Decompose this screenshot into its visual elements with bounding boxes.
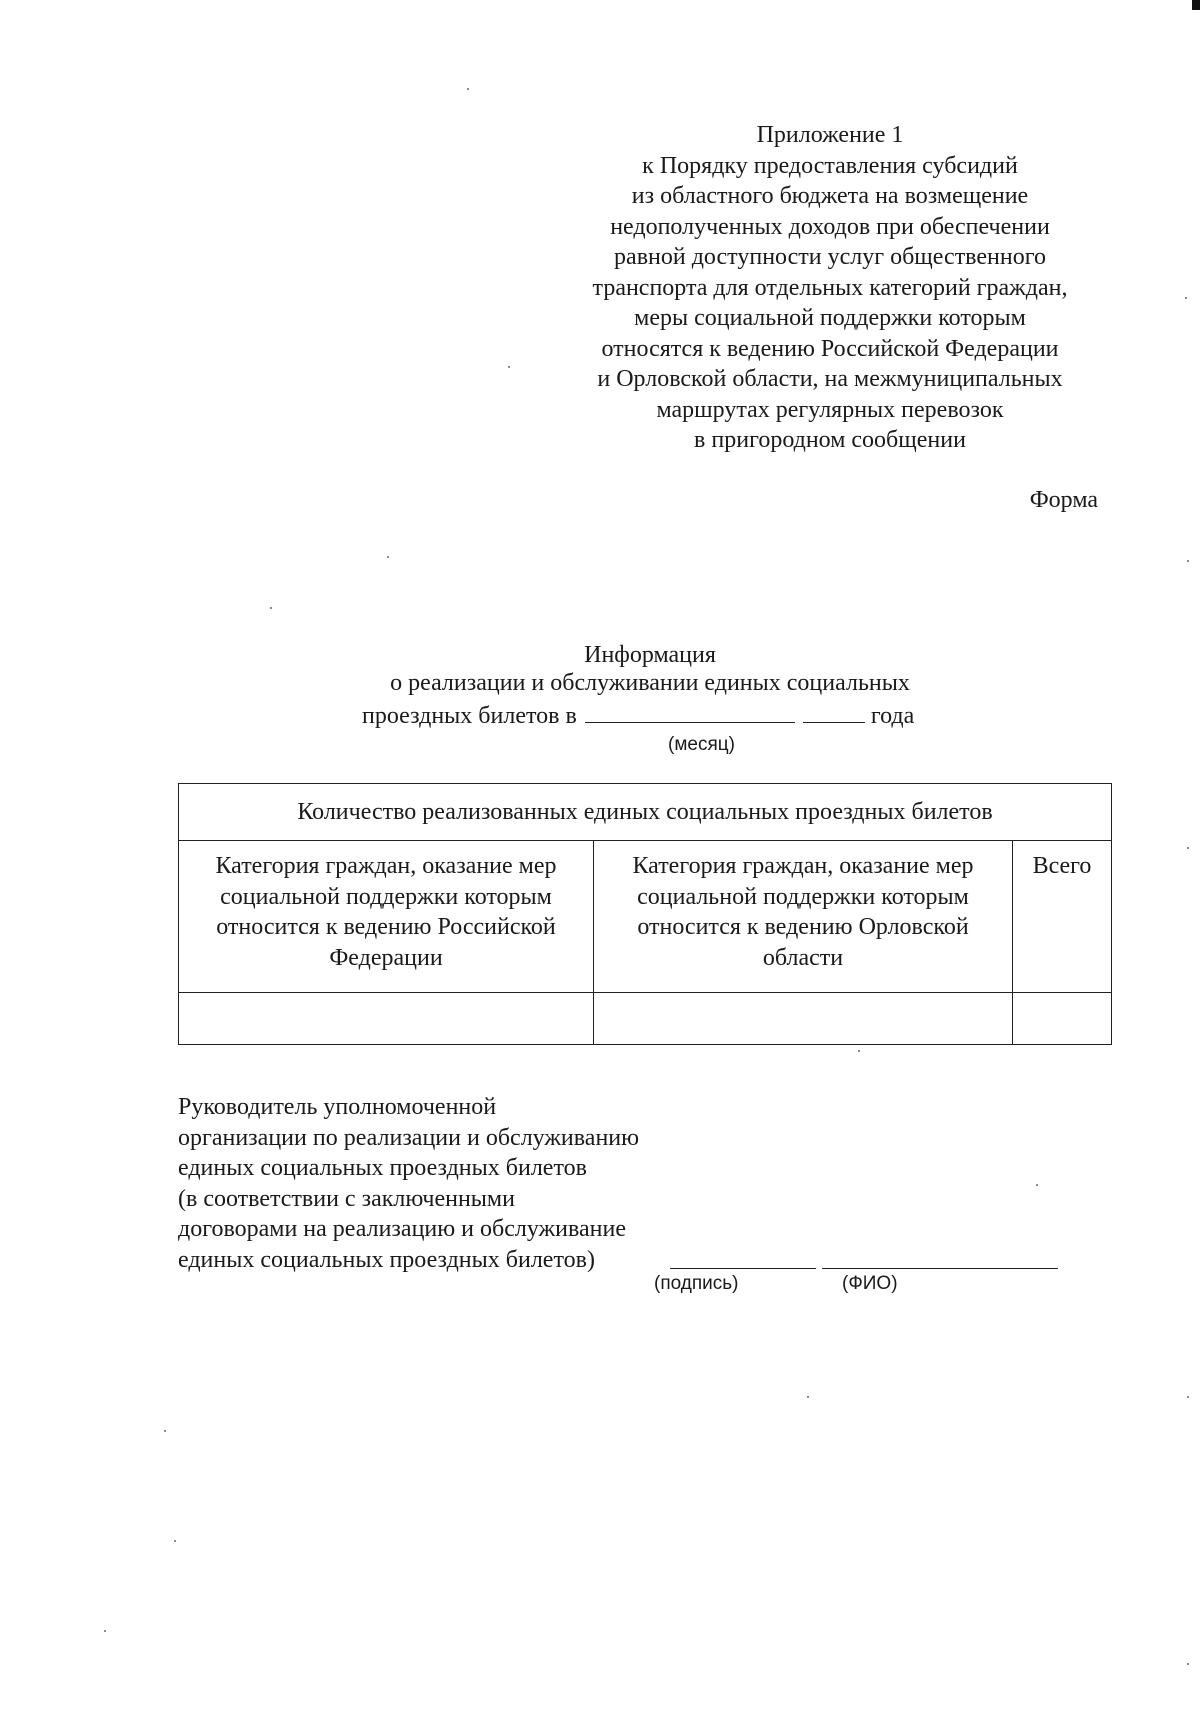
cell-russian-federation-count[interactable] (179, 993, 594, 1045)
appendix-line: в пригородном сообщении (694, 427, 966, 453)
scan-speck (1185, 297, 1187, 299)
scan-corner-mark (1192, 0, 1200, 10)
appendix-line: Приложение 1 (756, 122, 904, 148)
appendix-line: к Порядку предоставления субсидий (642, 152, 1018, 179)
table-header-row (179, 784, 1112, 841)
column-header-line: социальной поддержки которым (220, 883, 552, 910)
appendix-line: меры социальной поддержки которым (634, 305, 1026, 331)
info-period-suffix: года (870, 703, 915, 729)
table-main-header: Количество реализованных единых социальных проездных билетов (179, 784, 1112, 841)
appendix-line: относятся к ведению Российской Федерации (601, 335, 1059, 362)
scan-speck (270, 607, 272, 609)
signature-line: единых социальных проездных билетов (178, 1155, 587, 1181)
signature-caption: (подпись) (654, 1273, 739, 1294)
month-caption: (месяц) (668, 734, 735, 755)
scan-speck (1187, 1396, 1189, 1398)
cell-oryol-region-count[interactable] (594, 993, 1013, 1045)
info-period-prefix: проездных билетов в (362, 703, 577, 729)
month-blank-field[interactable] (585, 700, 795, 723)
year-blank-field[interactable] (803, 700, 865, 723)
signature-line: Руководитель уполномоченной (178, 1094, 497, 1120)
appendix-line: равной доступности услуг общественного (614, 244, 1046, 270)
signature-line: (в соответствии с заключенными (178, 1185, 515, 1212)
appendix-line: из областного бюджета на возмещение (631, 183, 1029, 209)
signature-line: организации по реализации и обслуживанию (178, 1124, 640, 1151)
scan-speck (387, 556, 389, 558)
fio-caption: (ФИО) (842, 1273, 898, 1294)
tickets-table (178, 783, 1112, 1045)
scan-speck (1036, 1184, 1038, 1186)
cell-total-count[interactable] (1013, 993, 1112, 1045)
appendix-line: транспорта для отдельных категорий граждан, (592, 274, 1068, 301)
scan-speck (174, 1540, 176, 1542)
signature-block (178, 1092, 639, 1275)
column-header-line: Федерации (329, 944, 443, 971)
column-header-total (1013, 841, 1112, 993)
column-header-line: Категория граждан, оказание мер (215, 853, 557, 879)
column-header-line: относится к ведению Орловской (637, 914, 969, 940)
scan-speck (164, 1430, 166, 1432)
fio-blank-field[interactable] (822, 1268, 1058, 1269)
scan-speck (508, 366, 510, 368)
column-header-line: области (762, 944, 844, 971)
signature-blank-field[interactable] (670, 1268, 816, 1269)
info-subtitle: о реализации и обслуживании единых социальных (390, 670, 910, 696)
form-label: Форма (1029, 487, 1098, 513)
column-header-line: Категория граждан, оказание мер (632, 853, 974, 879)
appendix-line: и Орловской области, на межмуниципальных (597, 366, 1063, 392)
appendix-line: маршрутах регулярных перевозок (656, 396, 1004, 423)
appendix-line: недополученных доходов при обеспечении (610, 213, 1050, 240)
column-header-russian-federation (179, 841, 594, 993)
scan-speck (1187, 560, 1189, 562)
column-header-line: социальной поддержки которым (637, 883, 969, 910)
scan-speck (104, 1630, 106, 1632)
scan-speck (1187, 1663, 1189, 1665)
column-header-line: относится к ведению Российской (216, 914, 556, 940)
signature-line: единых социальных проездных билетов) (178, 1246, 595, 1273)
column-header-line: Всего (1032, 853, 1092, 879)
signature-line: договорами на реализацию и обслуживание (178, 1216, 626, 1242)
appendix-header (560, 120, 1100, 456)
info-period-line (362, 700, 914, 730)
scan-speck (467, 88, 469, 90)
scan-speck (807, 1396, 809, 1398)
table-row (179, 993, 1112, 1045)
info-title: Информация (584, 642, 716, 668)
column-header-oryol-region (594, 841, 1013, 993)
table-columns-row (179, 841, 1112, 993)
scan-speck (858, 1050, 860, 1052)
scan-speck (1187, 847, 1189, 849)
